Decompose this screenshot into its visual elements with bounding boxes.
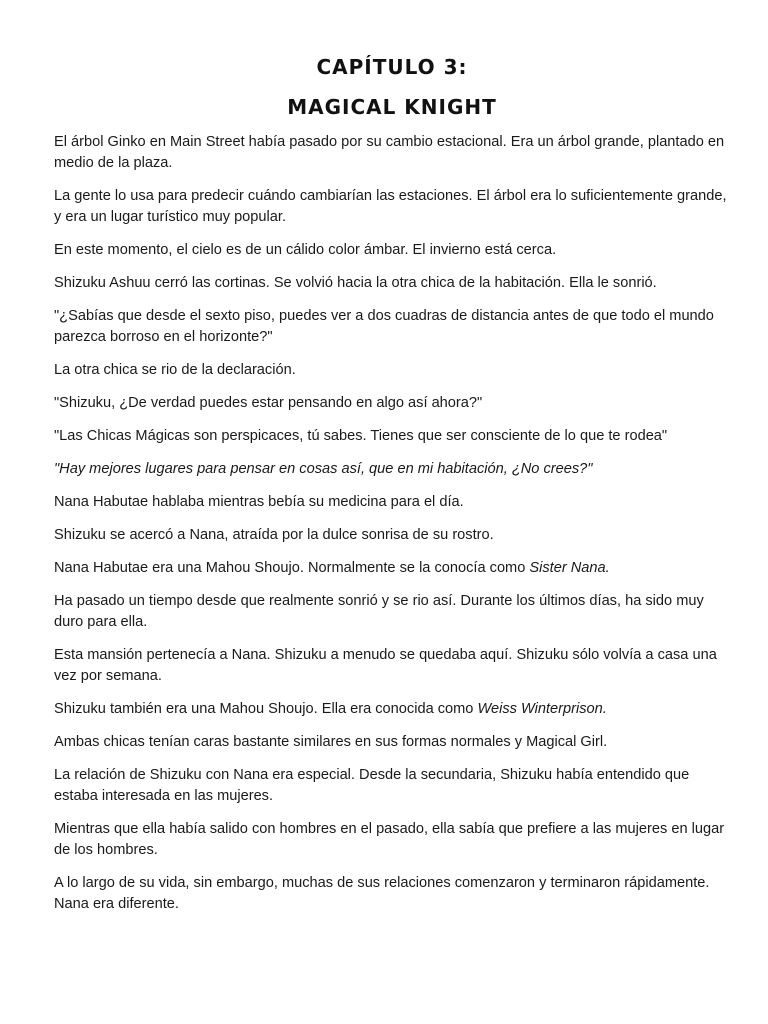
chapter-title: MAGICAL KNIGHT — [287, 95, 497, 119]
paragraph: A lo largo de su vida, sin embargo, muchas de sus relaciones comenzaron y terminaron rápidamente. Nana era diferente. — [54, 875, 710, 912]
paragraph — [54, 699, 730, 720]
paragraph: La gente lo usa para predecir cuándo cambiarían las estaciones. El árbol era lo suficientemente grande, y era un lugar turístico muy popular. — [54, 188, 727, 225]
paragraph: La otra chica se rio de la declaración. — [54, 362, 296, 378]
paragraph: Shizuku Ashuu cerró las cortinas. Se volvió hacia la otra chica de la habitación. Ella le sonrió. — [54, 275, 657, 291]
paragraph-emphasis: Weiss Winterprison. — [477, 701, 607, 717]
paragraph — [54, 558, 730, 579]
paragraph-text: Shizuku también era una Mahou Shoujo. Ella era conocida como — [54, 701, 478, 717]
paragraph: Esta mansión pertenecía a Nana. Shizuku a menudo se quedaba aquí. Shizuku sólo volvía a casa una vez por semana. — [54, 647, 717, 684]
chapter-number: CAPÍTULO 3: — [316, 55, 468, 79]
paragraph: "Las Chicas Mágicas son perspicaces, tú sabes. Tienes que ser consciente de lo que te rodea" — [54, 428, 668, 444]
paragraph-italic: "Hay mejores lugares para pensar en cosas así, que en mi habitación, ¿No crees?" — [54, 461, 593, 477]
paragraph: Nana Habutae hablaba mientras bebía su medicina para el día. — [54, 494, 464, 510]
paragraph: En este momento, el cielo es de un cálido color ámbar. El invierno está cerca. — [54, 242, 557, 258]
document-page — [54, 52, 730, 927]
paragraph: Shizuku se acercó a Nana, atraída por la dulce sonrisa de su rostro. — [54, 527, 494, 543]
paragraph: Ambas chicas tenían caras bastante similares en sus formas normales y Magical Girl. — [54, 734, 608, 750]
paragraph: "¿Sabías que desde el sexto piso, puedes ver a dos cuadras de distancia antes de que todo el mundo parezca borroso en el horizonte?" — [54, 308, 714, 345]
paragraph: El árbol Ginko en Main Street había pasado por su cambio estacional. Era un árbol grande, plantado en medio de la plaza. — [54, 134, 725, 171]
paragraph: Mientras que ella había salido con hombres en el pasado, ella sabía que prefiere a las mujeres en lugar de los hombres. — [54, 821, 725, 858]
paragraph: La relación de Shizuku con Nana era especial. Desde la secundaria, Shizuku había entendido que estaba interesada en las mujeres. — [54, 767, 690, 804]
paragraph-emphasis: Sister Nana. — [529, 560, 610, 576]
paragraph: "Shizuku, ¿De verdad puedes estar pensando en algo así ahora?" — [54, 395, 483, 411]
paragraph-text: Nana Habutae era una Mahou Shoujo. Normalmente se la conocía como — [54, 560, 530, 576]
paragraph: Ha pasado un tiempo desde que realmente sonrió y se rio así. Durante los últimos días, ha sido muy duro para ella. — [54, 593, 704, 630]
